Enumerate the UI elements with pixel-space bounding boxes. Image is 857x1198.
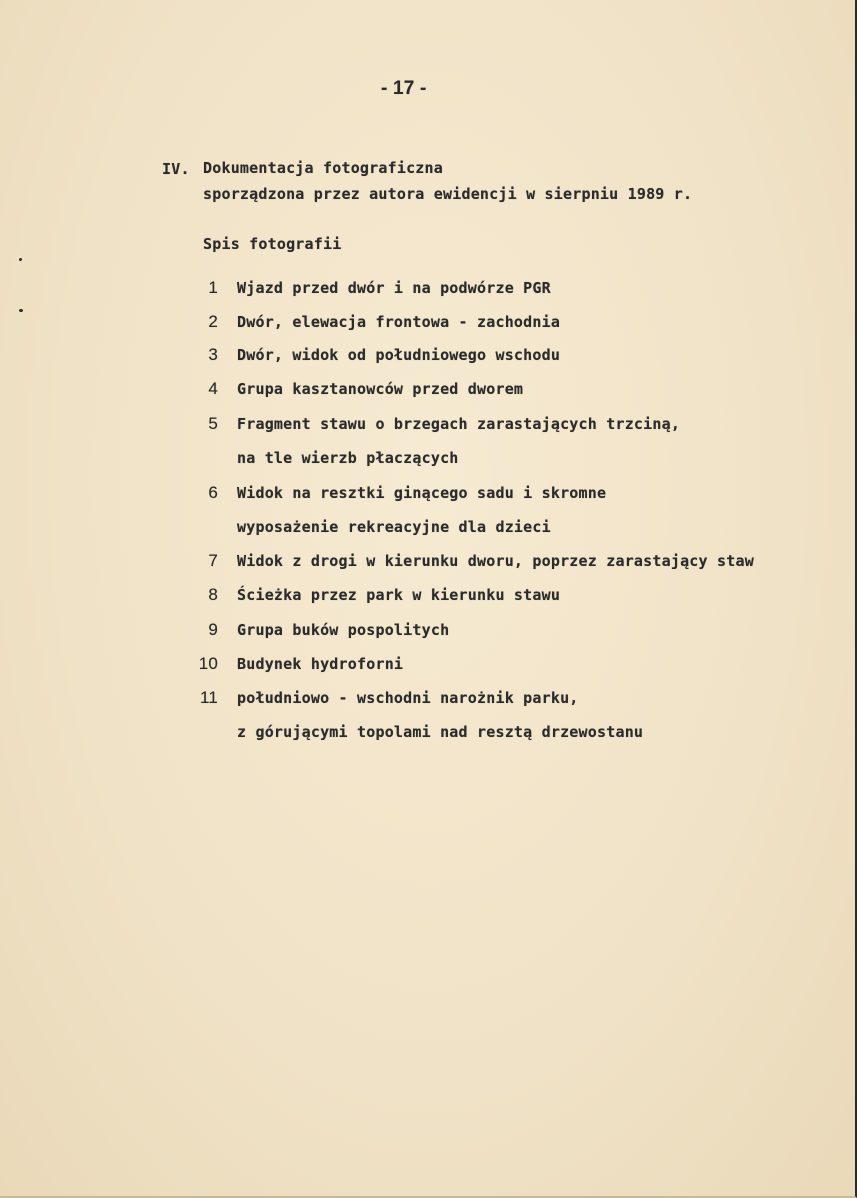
photo-caption: Widok z drogi w kierunku dworu, poprzez zarastający staw — [237, 552, 754, 570]
photo-number: 11 — [199, 688, 218, 707]
page-number: - 17 - — [381, 78, 427, 99]
photo-number: 3 — [208, 345, 218, 364]
photo-caption-continuation: na tle wierzb płaczących — [237, 449, 459, 467]
photo-number: 4 — [208, 379, 218, 398]
photo-caption: Fragment stawu o brzegach zarastających trzciną, — [237, 415, 681, 433]
photo-caption: Grupa buków pospolitych — [237, 621, 450, 639]
section-title-line-2: sporządzona przez autora ewidencji w sierpniu 1989 r. — [203, 185, 693, 203]
margin-mark — [19, 258, 22, 261]
photo-number: 7 — [208, 551, 218, 570]
photo-caption: Widok na resztki ginącego sadu i skromne — [237, 484, 607, 502]
photo-number: 2 — [208, 312, 218, 331]
photo-caption: Dwór, elewacja frontowa - zachodnia — [237, 313, 561, 331]
photo-caption: Dwór, widok od południowego wschodu — [237, 346, 561, 364]
photo-number: 5 — [208, 414, 218, 433]
photo-caption: Wjazd przed dwór i na podwórze PGR — [237, 279, 551, 297]
photo-caption: południowo - wschodni narożnik parku, — [237, 689, 579, 707]
margin-mark — [19, 309, 23, 312]
photo-caption: Budynek hydroforni — [237, 655, 404, 673]
section-number: IV. — [162, 160, 190, 178]
photo-number: 6 — [208, 483, 218, 502]
photo-number: 10 — [198, 654, 218, 673]
photo-caption: Grupa kasztanowców przed dworem — [237, 380, 524, 398]
list-title: Spis fotografii — [203, 235, 342, 253]
photo-caption-continuation: wyposażenie rekreacyjne dla dzieci — [237, 518, 551, 536]
photo-number: 8 — [208, 585, 218, 604]
section-title-line-1: Dokumentacja fotograficzna — [203, 159, 443, 177]
photo-number: 1 — [208, 278, 218, 297]
photo-number: 9 — [208, 620, 218, 639]
photo-caption: Ścieżka przez park w kierunku stawu — [237, 586, 561, 604]
photo-caption-continuation: z górującymi topolami nad resztą drzewostanu — [237, 723, 644, 741]
